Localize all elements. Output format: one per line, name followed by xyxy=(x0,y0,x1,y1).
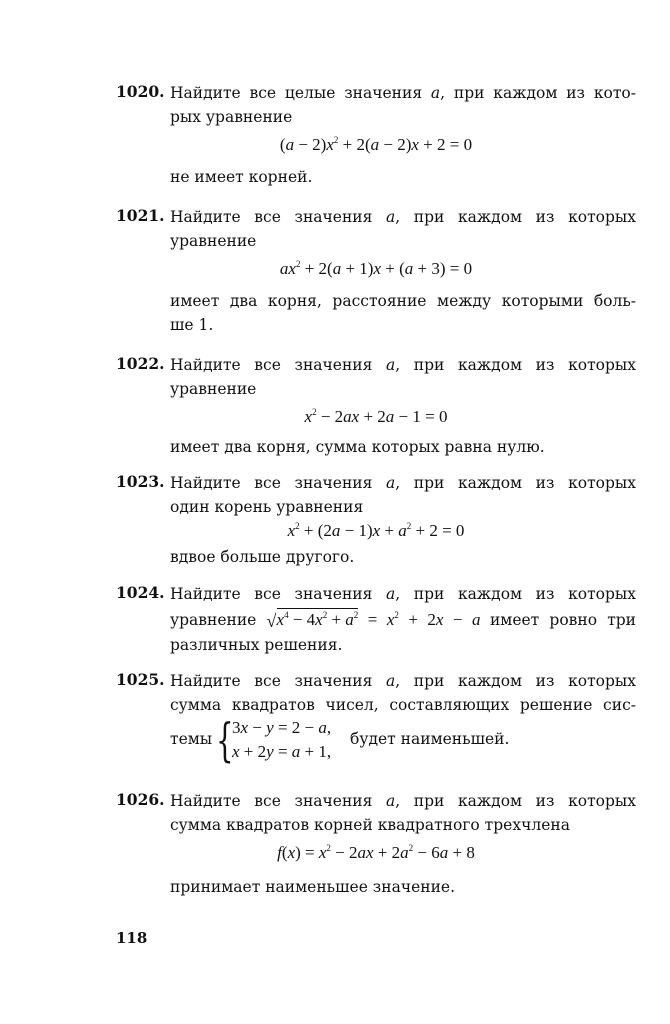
text-segment: , при каждом из которых xyxy=(395,585,636,603)
equation-1023: $x^2 + (2a - 1)x + a^2 + 2 = 0$ xyxy=(287,521,465,540)
problem-text-line: один корень уравнения xyxy=(170,498,364,516)
problem-tail: имеет два корня, сумма которых равна нулю. xyxy=(170,438,545,456)
problem-number: 1025. xyxy=(116,670,165,689)
problem-number: 1023. xyxy=(116,472,165,491)
problem-number: 1026. xyxy=(116,790,165,809)
parameter-a: a xyxy=(386,792,396,810)
text-segment: Найдите все значения xyxy=(170,208,373,226)
problem-text-line xyxy=(170,583,636,605)
equation-1026: $f(x) = x^2 - 2ax + 2a^2 - 6a + 8$ xyxy=(277,843,475,862)
problem-1025 xyxy=(116,670,636,780)
text-segment: , при каждом из кото- xyxy=(440,84,636,102)
parameter-a: a xyxy=(386,208,396,226)
equation-1024: √ $x^4 - 4x^2 + a^2 = x^2 + 2x - a$ xyxy=(266,610,481,631)
problem-1020 xyxy=(116,82,636,192)
problem-number: 1022. xyxy=(116,354,165,373)
problem-number: 1024. xyxy=(116,583,165,602)
problem-text-line: рых уравнение xyxy=(170,108,293,126)
system-word: темы xyxy=(170,730,213,748)
parameter-a: a xyxy=(386,356,396,374)
parameter-a: a xyxy=(386,474,396,492)
text-segment: Найдите все значения xyxy=(170,356,373,374)
text-segment: уравнение xyxy=(170,611,257,629)
parameter-a: a xyxy=(386,585,396,603)
problem-1024 xyxy=(116,583,636,659)
problem-text-line xyxy=(170,609,636,631)
text-segment: , при каждом из которых xyxy=(395,356,636,374)
problem-text-line xyxy=(170,790,636,812)
problem-number: 1021. xyxy=(116,206,165,225)
equation-1020: $(a - 2)x^2 + 2(a - 2)x + 2 = 0$ xyxy=(279,135,473,154)
parameter-a: a xyxy=(430,84,441,102)
problem-text-line xyxy=(170,354,636,376)
text-segment: , при каждом из которых xyxy=(395,208,636,226)
system-tail: будет наименьшей. xyxy=(350,730,510,748)
problem-tail: различных решения. xyxy=(170,636,343,654)
problem-text-line: сумма квадратов корней квадратного трехчлена xyxy=(170,816,570,834)
problem-text-line: уравнение xyxy=(170,380,257,398)
text-segment: Найдите все значения xyxy=(170,792,373,810)
page-number: 118 xyxy=(116,929,148,947)
problem-tail: вдвое больше другого. xyxy=(170,548,355,566)
radical-sign-icon: √ xyxy=(266,611,277,631)
problem-number: 1020. xyxy=(116,82,165,101)
text-segment: , при каждом из которых xyxy=(395,792,636,810)
text-segment: Найдите все целые значения xyxy=(170,84,423,102)
equation-1022: $x^2 - 2ax + 2a - 1 = 0$ xyxy=(304,407,448,426)
text-segment: , при каждом из которых xyxy=(395,474,636,492)
text-segment: , при каждом из которых xyxy=(395,672,636,690)
problem-text-line xyxy=(170,82,636,104)
problem-1021 xyxy=(116,206,636,346)
square-root: √ $x^4 - 4x^2 + a^2$ xyxy=(266,610,359,631)
text-segment: Найдите все значения xyxy=(170,672,373,690)
text-segment: Найдите все значения xyxy=(170,474,373,492)
curly-brace-icon: { xyxy=(216,713,234,767)
equation-1021: $ax^2 + 2(a + 1)x + (a + 3) = 0$ xyxy=(279,259,473,278)
problem-text-line xyxy=(170,670,636,692)
equation-system xyxy=(170,713,640,767)
parameter-a: a xyxy=(386,672,396,690)
problem-text-line xyxy=(170,472,636,494)
problem-text-line: уравнение xyxy=(170,232,257,250)
problem-tail: ше 1. xyxy=(170,316,214,334)
problem-tail: имеет два корня, расстояние между которыми боль- xyxy=(170,292,636,310)
problem-tail: принимает наименьшее значение. xyxy=(170,878,456,896)
text-segment: имеет ровно три xyxy=(489,611,637,629)
problem-text-line: сумма квадратов чисел, составляющих решение сис- xyxy=(170,696,636,714)
text-segment: Найдите все значения xyxy=(170,585,373,603)
problem-1022 xyxy=(116,354,636,464)
problem-text-line xyxy=(170,206,636,228)
problem-tail: не имеет корней. xyxy=(170,168,313,186)
problem-1023 xyxy=(116,472,636,572)
problem-1026 xyxy=(116,790,636,900)
system-equation-1: 3x − y = 2 − a, xyxy=(232,718,332,737)
system-equation-2: x + 2y = a + 1, xyxy=(232,742,332,761)
